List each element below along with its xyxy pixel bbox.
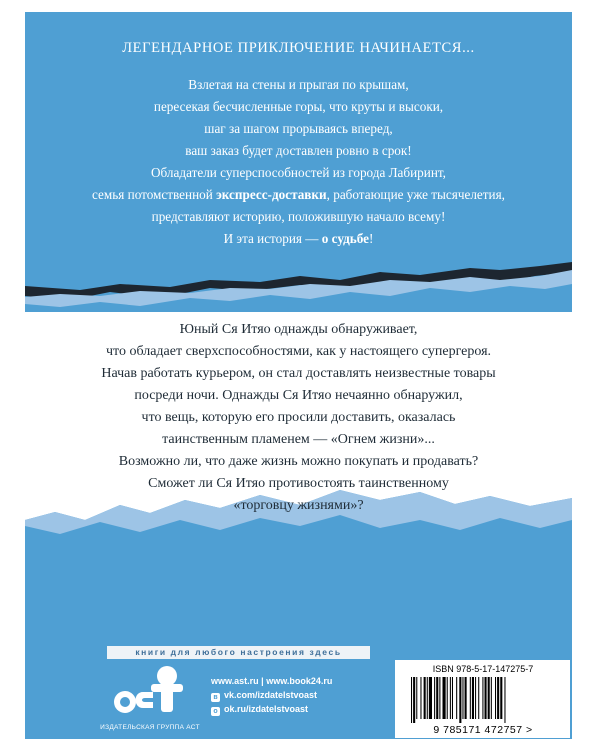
barcode-bar: [465, 677, 467, 719]
synopsis-line: Юный Ся Итяо однажды обнаруживает,: [179, 322, 418, 337]
intro-line: представляют историю, положившую начало всему!: [151, 209, 446, 224]
synopsis-line: что обладает сверхспособностями, как у настоящего супергероя.: [105, 344, 492, 359]
barcode-bar: [447, 677, 448, 719]
barcode-bar: [491, 677, 492, 719]
ok-icon: о: [211, 707, 220, 716]
barcode-bar: [485, 677, 487, 719]
barcode-bar: [420, 677, 421, 719]
intro-text: И эта история —: [223, 231, 322, 246]
synopsis-line: что вещь, которую его просили доставить, оказалась: [141, 410, 456, 425]
publisher-slogan: книги для любого настроения здесь: [107, 646, 370, 659]
cover-content: [25, 12, 572, 739]
barcode-bar: [482, 677, 483, 719]
barcode-bar: [434, 677, 435, 719]
barcode-bar: [462, 677, 463, 719]
synopsis-text: [25, 319, 572, 517]
intro-line: пересекая бесчисленные горы, что круты и высоки,: [153, 99, 444, 114]
barcode-bar: [500, 677, 502, 719]
barcode-bar: [436, 677, 438, 719]
barcode-bar: [416, 677, 417, 719]
tagline-heading: ЛЕГЕНДАРНОЕ ПРИКЛЮЧЕНИЕ НАЧИНАЕТСЯ...: [122, 40, 475, 56]
intro-verse: [25, 74, 572, 250]
synopsis-line: посреди ночи. Однажды Ся Итяо нечаянно обнаружил,: [134, 388, 463, 403]
intro-text: семья потомственной: [92, 187, 217, 202]
synopsis-line: Возможно ли, что даже жизнь можно покупать и продавать?: [118, 454, 479, 469]
publisher-caption: ИЗДАТЕЛЬСКАЯ ГРУППА АСТ: [100, 724, 200, 731]
barcode-bar: [478, 677, 479, 719]
intro-line: Взлетая на стены и прыгая по крышам,: [188, 77, 409, 92]
barcode-bar: [450, 677, 451, 719]
synopsis-line: «торговцу жизнями»?: [233, 498, 364, 513]
barcode-bar: [497, 677, 499, 719]
barcode-bar: [452, 677, 453, 719]
barcode-bar: [459, 677, 461, 723]
barcode-bar: [424, 677, 426, 719]
intro-text: , работающие уже тысячелетия,: [326, 187, 505, 202]
barcode-bar: [495, 677, 496, 719]
barcode-bar: [504, 677, 505, 723]
vk-link[interactable]: vk.com/izdatelstvoast: [224, 690, 318, 700]
barcode-bar: [475, 677, 476, 719]
publisher-links: [211, 674, 332, 716]
intro-bold: о судьбе: [321, 231, 369, 246]
barcode-bar: [472, 677, 474, 719]
isbn-barcode-box: [395, 660, 570, 738]
intro-line: [25, 184, 572, 206]
barcode-bar: [429, 677, 432, 719]
ok-link-row[interactable]: [211, 702, 332, 716]
barcode-bar: [427, 677, 428, 719]
barcode-bar: [488, 677, 490, 719]
vk-link-row[interactable]: [211, 688, 332, 702]
vk-icon: в: [211, 693, 220, 702]
barcode-graphic: [409, 677, 559, 723]
intro-bold: экспресс-доставки: [216, 187, 327, 202]
barcode-bar: [413, 677, 415, 723]
isbn-digits: 9 785171 472757 >: [433, 724, 533, 736]
barcode-bar: [439, 677, 440, 719]
barcode-bar: [411, 677, 412, 723]
intro-line: Обладатели суперспособностей из города Лабиринт,: [151, 165, 446, 180]
intro-line: шаг за шагом прорываясь вперед,: [204, 121, 393, 136]
intro-line: [25, 228, 572, 250]
barcode-bar: [456, 677, 457, 719]
synopsis-line: Сможет ли Ся Итяо противостоять таинственному: [148, 476, 449, 491]
barcode-bar: [443, 677, 446, 719]
website-links[interactable]: www.ast.ru | www.book24.ru: [211, 676, 333, 686]
intro-text: !: [369, 231, 374, 246]
isbn-label: ISBN 978-5-17-147275-7: [432, 664, 534, 674]
barcode-bar: [470, 677, 471, 719]
synopsis-line: Начав работать курьером, он стал доставлять неизвестные товары: [101, 366, 496, 381]
ok-link[interactable]: ok.ru/izdatelstvoast: [224, 704, 309, 714]
intro-line: ваш заказ будет доставлен ровно в срок!: [185, 143, 412, 158]
synopsis-line: таинственным пламенем — «Огнем жизни»...: [162, 432, 435, 447]
